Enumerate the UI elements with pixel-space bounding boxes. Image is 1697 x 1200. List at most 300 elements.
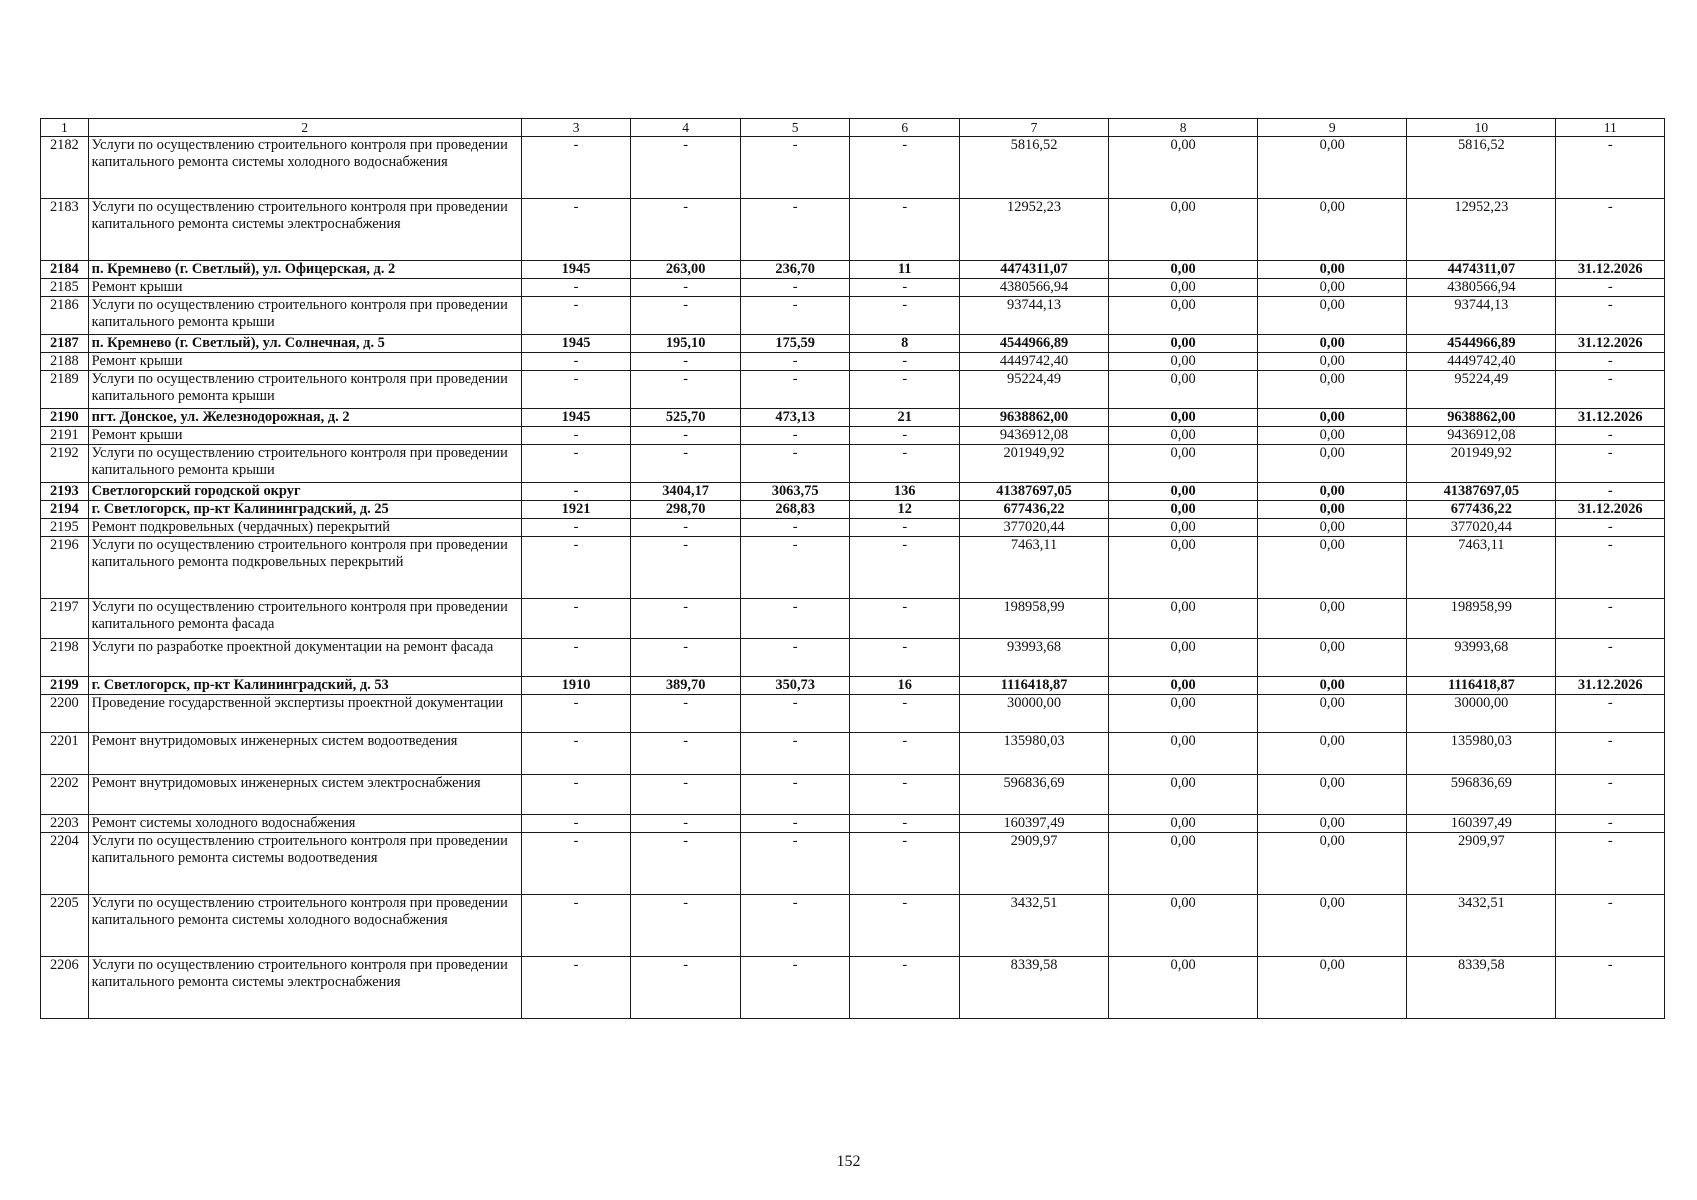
total-cost-cell: 9436912,08: [959, 427, 1108, 445]
total-cost-cell: 8339,58: [959, 957, 1108, 1019]
living-area-cell: -: [740, 895, 850, 957]
build-year-cell: 1945: [521, 409, 631, 427]
table-row: [41, 427, 1665, 445]
owner-cost-cell: 9436912,08: [1407, 427, 1556, 445]
fund-cost-cell: 0,00: [1109, 695, 1258, 733]
col-header: 10: [1407, 119, 1556, 137]
work-name-cell: Ремонт крыши: [88, 427, 521, 445]
table-row: [41, 677, 1665, 695]
total-area-cell: -: [631, 815, 741, 833]
deadline-cell: -: [1556, 297, 1665, 335]
budget-cost-cell: 0,00: [1258, 501, 1407, 519]
build-year-cell: -: [521, 599, 631, 639]
budget-cost-cell: 0,00: [1258, 353, 1407, 371]
total-area-cell: 263,00: [631, 261, 741, 279]
owner-cost-cell: 4449742,40: [1407, 353, 1556, 371]
build-year-cell: -: [521, 483, 631, 501]
deadline-cell: -: [1556, 733, 1665, 775]
row-number-cell: 2206: [41, 957, 89, 1019]
fund-cost-cell: 0,00: [1109, 815, 1258, 833]
page-number: 152: [836, 1153, 861, 1170]
residents-cell: -: [850, 639, 960, 677]
row-number-cell: 2194: [41, 501, 89, 519]
owner-cost-cell: 93993,68: [1407, 639, 1556, 677]
residents-cell: -: [850, 815, 960, 833]
row-number-cell: 2203: [41, 815, 89, 833]
total-cost-cell: 4544966,89: [959, 335, 1108, 353]
living-area-cell: -: [740, 371, 850, 409]
work-name-cell: Услуги по осуществлению строительного контроля при проведении капитального ремонта системы электроснабжения: [88, 199, 521, 261]
living-area-cell: -: [740, 537, 850, 599]
living-area-cell: -: [740, 297, 850, 335]
fund-cost-cell: 0,00: [1109, 733, 1258, 775]
work-name-cell: Светлогорский городской округ: [88, 483, 521, 501]
owner-cost-cell: 95224,49: [1407, 371, 1556, 409]
owner-cost-cell: 1116418,87: [1407, 677, 1556, 695]
work-name-cell: Услуги по осуществлению строительного контроля при проведении капитального ремонта системы холодного водоснабжения: [88, 137, 521, 199]
total-cost-cell: 1116418,87: [959, 677, 1108, 695]
living-area-cell: -: [740, 733, 850, 775]
row-number-cell: 2185: [41, 279, 89, 297]
work-name-cell: Услуги по осуществлению строительного контроля при проведении капитального ремонта подкровельных перекрытий: [88, 537, 521, 599]
owner-cost-cell: 2909,97: [1407, 833, 1556, 895]
table-row: [41, 639, 1665, 677]
living-area-cell: -: [740, 639, 850, 677]
row-number-cell: 2193: [41, 483, 89, 501]
owner-cost-cell: 5816,52: [1407, 137, 1556, 199]
work-name-cell: Услуги по разработке проектной документации на ремонт фасада: [88, 639, 521, 677]
fund-cost-cell: 0,00: [1109, 371, 1258, 409]
residents-cell: -: [850, 519, 960, 537]
deadline-cell: -: [1556, 519, 1665, 537]
total-cost-cell: 93993,68: [959, 639, 1108, 677]
col-header: 4: [631, 119, 741, 137]
owner-cost-cell: 4474311,07: [1407, 261, 1556, 279]
owner-cost-cell: 377020,44: [1407, 519, 1556, 537]
total-area-cell: -: [631, 279, 741, 297]
row-number-cell: 2186: [41, 297, 89, 335]
table-row: [41, 279, 1665, 297]
living-area-cell: -: [740, 833, 850, 895]
deadline-cell: -: [1556, 895, 1665, 957]
fund-cost-cell: 0,00: [1109, 261, 1258, 279]
build-year-cell: -: [521, 371, 631, 409]
table-row: [41, 519, 1665, 537]
residents-cell: -: [850, 695, 960, 733]
deadline-cell: 31.12.2026: [1556, 677, 1665, 695]
total-cost-cell: 160397,49: [959, 815, 1108, 833]
table-row: [41, 895, 1665, 957]
total-area-cell: -: [631, 519, 741, 537]
row-number-cell: 2200: [41, 695, 89, 733]
table-row: [41, 261, 1665, 279]
living-area-cell: 473,13: [740, 409, 850, 427]
work-name-cell: Услуги по осуществлению строительного контроля при проведении капитального ремонта крыши: [88, 297, 521, 335]
total-cost-cell: 596836,69: [959, 775, 1108, 815]
total-area-cell: -: [631, 353, 741, 371]
residents-cell: -: [850, 895, 960, 957]
work-name-cell: Ремонт крыши: [88, 353, 521, 371]
fund-cost-cell: 0,00: [1109, 279, 1258, 297]
fund-cost-cell: 0,00: [1109, 519, 1258, 537]
fund-cost-cell: 0,00: [1109, 833, 1258, 895]
total-cost-cell: 198958,99: [959, 599, 1108, 639]
work-name-cell: Ремонт внутридомовых инженерных систем водоотведения: [88, 733, 521, 775]
work-name-cell: Услуги по осуществлению строительного контроля при проведении капитального ремонта фасада: [88, 599, 521, 639]
row-number-cell: 2199: [41, 677, 89, 695]
work-name-cell: п. Кремнево (г. Светлый), ул. Офицерская, д. 2: [88, 261, 521, 279]
total-area-cell: 525,70: [631, 409, 741, 427]
table-row: [41, 599, 1665, 639]
budget-cost-cell: 0,00: [1258, 537, 1407, 599]
row-number-cell: 2196: [41, 537, 89, 599]
total-area-cell: 3404,17: [631, 483, 741, 501]
deadline-cell: -: [1556, 483, 1665, 501]
total-area-cell: -: [631, 445, 741, 483]
deadline-cell: -: [1556, 445, 1665, 483]
total-area-cell: -: [631, 537, 741, 599]
total-area-cell: -: [631, 775, 741, 815]
total-cost-cell: 41387697,05: [959, 483, 1108, 501]
row-number-cell: 2192: [41, 445, 89, 483]
total-area-cell: -: [631, 599, 741, 639]
row-number-cell: 2187: [41, 335, 89, 353]
owner-cost-cell: 12952,23: [1407, 199, 1556, 261]
budget-cost-cell: 0,00: [1258, 199, 1407, 261]
table-row: [41, 137, 1665, 199]
total-area-cell: -: [631, 199, 741, 261]
total-cost-cell: 3432,51: [959, 895, 1108, 957]
col-header: 5: [740, 119, 850, 137]
build-year-cell: -: [521, 519, 631, 537]
build-year-cell: -: [521, 137, 631, 199]
budget-cost-cell: 0,00: [1258, 677, 1407, 695]
living-area-cell: 350,73: [740, 677, 850, 695]
fund-cost-cell: 0,00: [1109, 427, 1258, 445]
living-area-cell: 268,83: [740, 501, 850, 519]
build-year-cell: 1910: [521, 677, 631, 695]
deadline-cell: -: [1556, 695, 1665, 733]
work-name-cell: Услуги по осуществлению строительного контроля при проведении капитального ремонта системы водоотведения: [88, 833, 521, 895]
owner-cost-cell: 30000,00: [1407, 695, 1556, 733]
owner-cost-cell: 8339,58: [1407, 957, 1556, 1019]
row-number-cell: 2205: [41, 895, 89, 957]
budget-cost-cell: 0,00: [1258, 957, 1407, 1019]
living-area-cell: -: [740, 815, 850, 833]
table-row: [41, 483, 1665, 501]
col-header: 2: [88, 119, 521, 137]
work-name-cell: п. Кремнево (г. Светлый), ул. Солнечная, д. 5: [88, 335, 521, 353]
owner-cost-cell: 596836,69: [1407, 775, 1556, 815]
owner-cost-cell: 198958,99: [1407, 599, 1556, 639]
deadline-cell: 31.12.2026: [1556, 501, 1665, 519]
table-row: [41, 501, 1665, 519]
work-name-cell: пгт. Донское, ул. Железнодорожная, д. 2: [88, 409, 521, 427]
budget-cost-cell: 0,00: [1258, 137, 1407, 199]
row-number-cell: 2195: [41, 519, 89, 537]
table-row: [41, 695, 1665, 733]
living-area-cell: -: [740, 599, 850, 639]
budget-cost-cell: 0,00: [1258, 815, 1407, 833]
row-number-cell: 2191: [41, 427, 89, 445]
row-number-cell: 2201: [41, 733, 89, 775]
fund-cost-cell: 0,00: [1109, 599, 1258, 639]
residents-cell: -: [850, 599, 960, 639]
table-row: [41, 335, 1665, 353]
total-cost-cell: 4380566,94: [959, 279, 1108, 297]
work-name-cell: г. Светлогорск, пр-кт Калининградский, д. 25: [88, 501, 521, 519]
deadline-cell: -: [1556, 137, 1665, 199]
col-header: 11: [1556, 119, 1665, 137]
build-year-cell: -: [521, 297, 631, 335]
budget-cost-cell: 0,00: [1258, 895, 1407, 957]
table-row: [41, 733, 1665, 775]
total-area-cell: -: [631, 427, 741, 445]
build-year-cell: 1945: [521, 335, 631, 353]
living-area-cell: -: [740, 695, 850, 733]
fund-cost-cell: 0,00: [1109, 353, 1258, 371]
residents-cell: 136: [850, 483, 960, 501]
budget-cost-cell: 0,00: [1258, 445, 1407, 483]
residents-cell: -: [850, 279, 960, 297]
budget-cost-cell: 0,00: [1258, 409, 1407, 427]
deadline-cell: -: [1556, 427, 1665, 445]
owner-cost-cell: 9638862,00: [1407, 409, 1556, 427]
build-year-cell: 1945: [521, 261, 631, 279]
table-row: [41, 815, 1665, 833]
total-area-cell: -: [631, 957, 741, 1019]
col-header: 3: [521, 119, 631, 137]
row-number-cell: 2198: [41, 639, 89, 677]
owner-cost-cell: 677436,22: [1407, 501, 1556, 519]
deadline-cell: -: [1556, 199, 1665, 261]
living-area-cell: -: [740, 775, 850, 815]
row-number-cell: 2202: [41, 775, 89, 815]
row-number-cell: 2182: [41, 137, 89, 199]
column-number-row: [41, 119, 1665, 137]
build-year-cell: -: [521, 279, 631, 297]
budget-cost-cell: 0,00: [1258, 335, 1407, 353]
fund-cost-cell: 0,00: [1109, 483, 1258, 501]
deadline-cell: -: [1556, 815, 1665, 833]
total-cost-cell: 377020,44: [959, 519, 1108, 537]
residents-cell: -: [850, 137, 960, 199]
budget-cost-cell: 0,00: [1258, 483, 1407, 501]
owner-cost-cell: 93744,13: [1407, 297, 1556, 335]
fund-cost-cell: 0,00: [1109, 895, 1258, 957]
build-year-cell: -: [521, 427, 631, 445]
total-cost-cell: 201949,92: [959, 445, 1108, 483]
deadline-cell: -: [1556, 279, 1665, 297]
fund-cost-cell: 0,00: [1109, 297, 1258, 335]
deadline-cell: -: [1556, 537, 1665, 599]
fund-cost-cell: 0,00: [1109, 677, 1258, 695]
build-year-cell: -: [521, 199, 631, 261]
fund-cost-cell: 0,00: [1109, 639, 1258, 677]
residents-cell: 11: [850, 261, 960, 279]
total-cost-cell: 677436,22: [959, 501, 1108, 519]
row-number-cell: 2188: [41, 353, 89, 371]
fund-cost-cell: 0,00: [1109, 501, 1258, 519]
owner-cost-cell: 201949,92: [1407, 445, 1556, 483]
living-area-cell: -: [740, 519, 850, 537]
budget-cost-cell: 0,00: [1258, 695, 1407, 733]
table-row: [41, 353, 1665, 371]
total-cost-cell: 135980,03: [959, 733, 1108, 775]
residents-cell: -: [850, 733, 960, 775]
build-year-cell: -: [521, 353, 631, 371]
owner-cost-cell: 160397,49: [1407, 815, 1556, 833]
total-cost-cell: 9638862,00: [959, 409, 1108, 427]
living-area-cell: -: [740, 279, 850, 297]
budget-cost-cell: 0,00: [1258, 261, 1407, 279]
residents-cell: -: [850, 775, 960, 815]
residents-cell: 12: [850, 501, 960, 519]
row-number-cell: 2183: [41, 199, 89, 261]
total-cost-cell: 5816,52: [959, 137, 1108, 199]
residents-cell: -: [850, 353, 960, 371]
total-area-cell: -: [631, 695, 741, 733]
work-name-cell: Ремонт системы холодного водоснабжения: [88, 815, 521, 833]
living-area-cell: 3063,75: [740, 483, 850, 501]
residents-cell: -: [850, 957, 960, 1019]
residents-cell: -: [850, 445, 960, 483]
total-area-cell: -: [631, 371, 741, 409]
col-header: 6: [850, 119, 960, 137]
residents-cell: 21: [850, 409, 960, 427]
row-number-cell: 2190: [41, 409, 89, 427]
deadline-cell: -: [1556, 353, 1665, 371]
deadline-cell: 31.12.2026: [1556, 409, 1665, 427]
total-cost-cell: 12952,23: [959, 199, 1108, 261]
work-name-cell: Ремонт крыши: [88, 279, 521, 297]
owner-cost-cell: 4380566,94: [1407, 279, 1556, 297]
work-name-cell: Ремонт подкровельных (чердачных) перекрытий: [88, 519, 521, 537]
residents-cell: -: [850, 371, 960, 409]
build-year-cell: -: [521, 957, 631, 1019]
residents-cell: -: [850, 537, 960, 599]
total-area-cell: -: [631, 137, 741, 199]
deadline-cell: -: [1556, 775, 1665, 815]
living-area-cell: -: [740, 445, 850, 483]
build-year-cell: -: [521, 833, 631, 895]
deadline-cell: -: [1556, 833, 1665, 895]
row-number-cell: 2184: [41, 261, 89, 279]
living-area-cell: -: [740, 427, 850, 445]
budget-cost-cell: 0,00: [1258, 775, 1407, 815]
row-number-cell: 2197: [41, 599, 89, 639]
fund-cost-cell: 0,00: [1109, 409, 1258, 427]
total-area-cell: 298,70: [631, 501, 741, 519]
fund-cost-cell: 0,00: [1109, 957, 1258, 1019]
budget-cost-cell: 0,00: [1258, 833, 1407, 895]
table-row: [41, 371, 1665, 409]
build-year-cell: -: [521, 695, 631, 733]
table-row: [41, 775, 1665, 815]
col-header: 1: [41, 119, 89, 137]
build-year-cell: -: [521, 895, 631, 957]
table-row: [41, 297, 1665, 335]
residents-cell: -: [850, 199, 960, 261]
total-cost-cell: 2909,97: [959, 833, 1108, 895]
owner-cost-cell: 4544966,89: [1407, 335, 1556, 353]
row-number-cell: 2204: [41, 833, 89, 895]
build-year-cell: -: [521, 815, 631, 833]
deadline-cell: -: [1556, 371, 1665, 409]
living-area-cell: -: [740, 137, 850, 199]
deadline-cell: -: [1556, 639, 1665, 677]
table-row: [41, 409, 1665, 427]
build-year-cell: -: [521, 639, 631, 677]
living-area-cell: -: [740, 957, 850, 1019]
fund-cost-cell: 0,00: [1109, 199, 1258, 261]
total-area-cell: -: [631, 895, 741, 957]
budget-cost-cell: 0,00: [1258, 297, 1407, 335]
deadline-cell: 31.12.2026: [1556, 335, 1665, 353]
total-area-cell: -: [631, 833, 741, 895]
deadline-cell: -: [1556, 599, 1665, 639]
budget-cost-cell: 0,00: [1258, 427, 1407, 445]
col-header: 8: [1109, 119, 1258, 137]
col-header: 7: [959, 119, 1108, 137]
total-area-cell: 389,70: [631, 677, 741, 695]
works-table: [40, 118, 1665, 1019]
fund-cost-cell: 0,00: [1109, 537, 1258, 599]
fund-cost-cell: 0,00: [1109, 775, 1258, 815]
total-area-cell: 195,10: [631, 335, 741, 353]
total-cost-cell: 4449742,40: [959, 353, 1108, 371]
build-year-cell: -: [521, 775, 631, 815]
living-area-cell: 236,70: [740, 261, 850, 279]
col-header: 9: [1258, 119, 1407, 137]
work-name-cell: Ремонт внутридомовых инженерных систем электроснабжения: [88, 775, 521, 815]
budget-cost-cell: 0,00: [1258, 733, 1407, 775]
total-cost-cell: 95224,49: [959, 371, 1108, 409]
budget-cost-cell: 0,00: [1258, 639, 1407, 677]
table-row: [41, 957, 1665, 1019]
residents-cell: -: [850, 427, 960, 445]
build-year-cell: -: [521, 733, 631, 775]
fund-cost-cell: 0,00: [1109, 137, 1258, 199]
total-area-cell: -: [631, 639, 741, 677]
residents-cell: 16: [850, 677, 960, 695]
residents-cell: 8: [850, 335, 960, 353]
living-area-cell: 175,59: [740, 335, 850, 353]
work-name-cell: Проведение государственной экспертизы проектной документации: [88, 695, 521, 733]
residents-cell: -: [850, 833, 960, 895]
build-year-cell: -: [521, 537, 631, 599]
table-row: [41, 537, 1665, 599]
table-row: [41, 445, 1665, 483]
total-area-cell: -: [631, 733, 741, 775]
row-number-cell: 2189: [41, 371, 89, 409]
total-area-cell: -: [631, 297, 741, 335]
total-cost-cell: 7463,11: [959, 537, 1108, 599]
total-cost-cell: 4474311,07: [959, 261, 1108, 279]
living-area-cell: -: [740, 199, 850, 261]
deadline-cell: 31.12.2026: [1556, 261, 1665, 279]
budget-cost-cell: 0,00: [1258, 519, 1407, 537]
build-year-cell: 1921: [521, 501, 631, 519]
table-row: [41, 833, 1665, 895]
table-row: [41, 199, 1665, 261]
residents-cell: -: [850, 297, 960, 335]
work-name-cell: Услуги по осуществлению строительного контроля при проведении капитального ремонта крыши: [88, 445, 521, 483]
fund-cost-cell: 0,00: [1109, 335, 1258, 353]
budget-cost-cell: 0,00: [1258, 279, 1407, 297]
living-area-cell: -: [740, 353, 850, 371]
total-cost-cell: 93744,13: [959, 297, 1108, 335]
